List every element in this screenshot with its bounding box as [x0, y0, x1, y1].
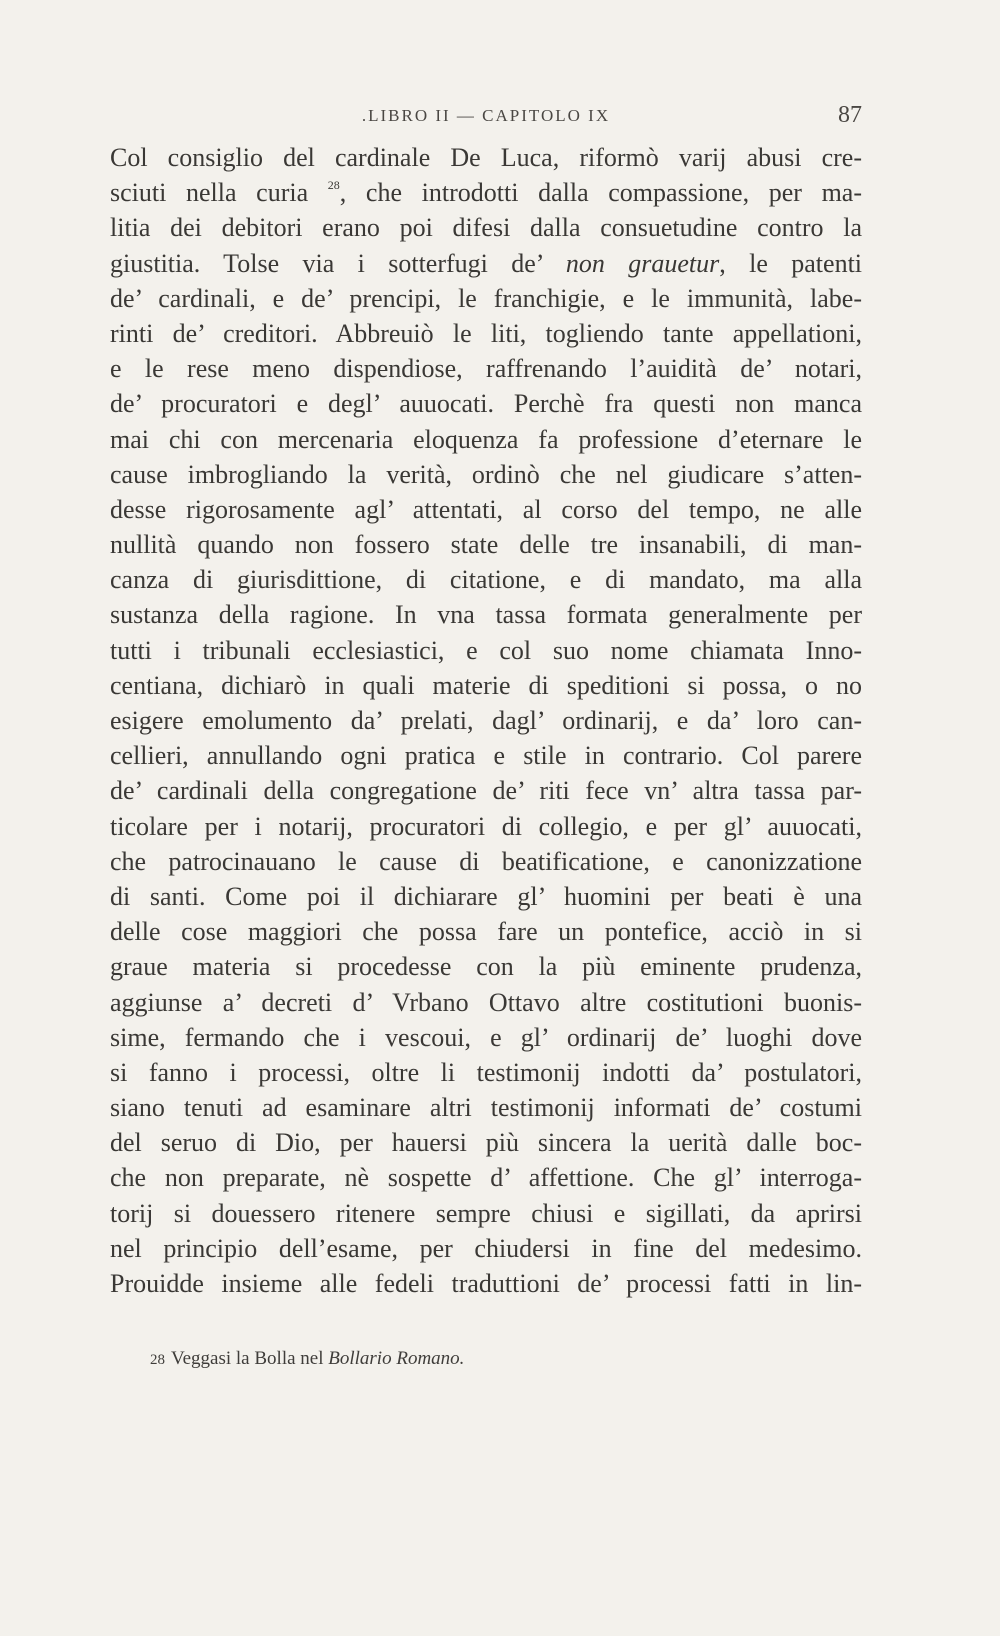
text-line: rinti de’ creditori. Abbreuiò le liti, togliendo tante appellationi,: [110, 318, 862, 348]
text-line: cause imbrogliando la verità, ordinò che nel giudicare s’atten-: [110, 459, 862, 489]
text-line: di santi. Come poi il dichiarare gl’ huomini per beati è una: [110, 881, 862, 911]
text-line: esigere emolumento da’ prelati, dagl’ ordinarij, e da’ loro can-: [110, 706, 862, 735]
text-line: che patrocinauano le cause di beatificatione, e canonizzatione: [110, 846, 862, 876]
text-line: cellieri, annullando ogni pratica e stile in contrario. Col parere: [110, 741, 862, 771]
text-line: del seruo di Dio, per hauersi più sincera la uerità dalle boc-: [110, 1128, 862, 1158]
text-line: siano tenuti ad esaminare altri testimonij informati de’ costumi: [110, 1093, 862, 1123]
text-line: sciuti nella curia $^{28}$, che introdotti dalla compassione, per ma-: [110, 178, 862, 208]
text-line: Col consiglio del cardinale De Luca, riformò varij abusi cre-: [110, 143, 862, 172]
running-title: .LIBRO II — CAPITOLO IX: [361, 106, 611, 125]
italic-phrase: non grauetur: [565, 248, 720, 278]
text-line: litia dei debitori erano poi difesi dalla consuetudine contro la: [110, 213, 862, 243]
text-line: de’ cardinali della congregatione de’ riti fece vn’ altra tassa par-: [110, 776, 862, 806]
footnote-reference: 28: [327, 178, 340, 193]
running-head: [110, 102, 862, 136]
text-line: desse rigorosamente agl’ attentati, al corso del tempo, ne alle: [110, 494, 862, 524]
text-line: nel principio dell’esame, per chiudersi in fine del medesimo.: [110, 1233, 862, 1263]
text-line: de’ cardinali, e de’ prencipi, le franchigie, e le immunità, labe-: [110, 283, 862, 313]
text-line: mai chi con mercenaria eloquenza fa professione d’eternare le: [110, 424, 862, 454]
footnote-text: Veggasi la Bolla nel: [171, 1348, 324, 1369]
body-text: [110, 140, 862, 1301]
text-line: giustitia. Tolse via i sotterfugi de’ non grauetur, le patenti: [110, 248, 863, 278]
text-line: canza di giurisdittione, di citatione, e di mandato, ma alla: [110, 565, 862, 595]
text-line: Prouidde insieme alle fedeli traduttioni de’ processi fatti in lin-: [110, 1269, 862, 1298]
text-line: delle cose maggiori che possa fare un pontefice, acciò in si: [110, 917, 862, 947]
footnote-italic: Bollario Romano.: [328, 1348, 465, 1369]
text-line: sustanza della ragione. In vna tassa formata generalmente per: [110, 600, 862, 630]
text-line: ticolare per i notarij, procuratori di collegio, e per gl’ auuocati,: [110, 811, 862, 841]
footnote: [150, 1348, 850, 1370]
text-line: tutti i tribunali ecclesiastici, e col suo nome chiamata Inno-: [110, 635, 862, 665]
footnote-number: 28: [150, 1352, 165, 1368]
page-number: 87: [838, 102, 862, 128]
text-line: torij si douessero ritenere sempre chiusi e sigillati, da aprirsi: [110, 1198, 862, 1228]
text-line: sime, fermando che i vescoui, e gl’ ordinarij de’ luoghi dove: [110, 1022, 862, 1052]
text-line: e le rese meno dispendiose, raffrenando l’auidità de’ notari,: [110, 354, 862, 384]
text-line: nullità quando non fossero state delle tre insanabili, di man-: [110, 530, 862, 560]
text-line: aggiunse a’ decreti d’ Vrbano Ottavo altre costitutioni buonis-: [110, 987, 862, 1017]
text-line: de’ procuratori e degl’ auuocati. Perchè fra questi non manca: [110, 389, 862, 419]
text-line: che non preparate, nè sospette d’ affettione. Che gl’ interroga-: [110, 1163, 862, 1193]
text-line: centiana, dichiarò in quali materie di speditioni si possa, o no: [110, 670, 862, 700]
text-line: si fanno i processi, oltre li testimonij indotti da’ postulatori,: [110, 1057, 862, 1087]
text-line: graue materia si procedesse con la più eminente prudenza,: [110, 952, 862, 982]
